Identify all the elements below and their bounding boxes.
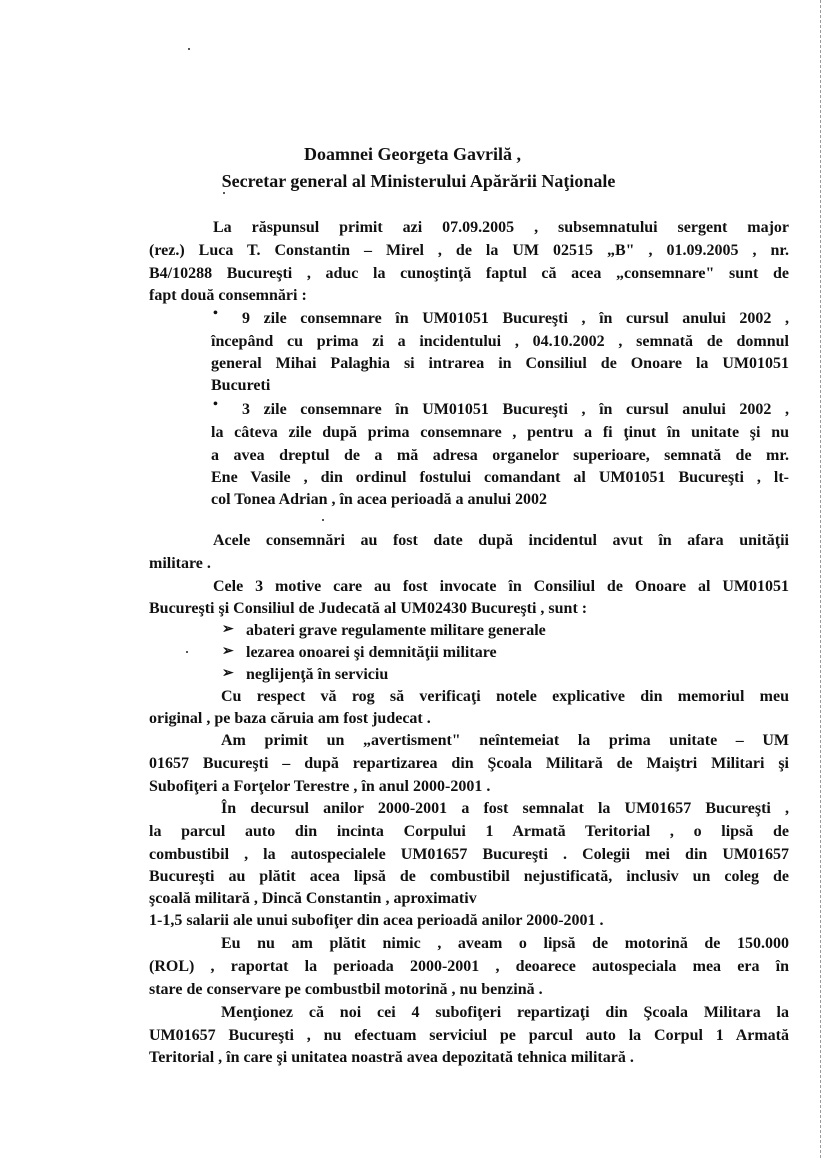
paragraph3-line: Cele 3 motive care au fost invocate în Consiliul de Onoare al UM01051	[213, 578, 789, 595]
bullet2-line: col Tonea Adrian , în acea perioadă a anului 2002	[211, 491, 548, 508]
bullet1-line: general Mihai Palaghia si intrarea in Consiliul de Onoare la UM01051	[211, 355, 789, 372]
bullet2-line: Ene Vasile , din ordinul fostului comandant al UM01051 Bucureşti , lt-	[211, 469, 789, 486]
paragraph7-line: Eu nu am plătit nimic , aveam o lipsă de motorină de 150.000	[221, 935, 789, 952]
recipient-title: Secretar general al Ministerului Apărării Naţionale	[221, 171, 616, 191]
paragraph5-line: Am primit un „avertisment" neîntemeiat la prima unitate – UM	[221, 732, 789, 749]
paragraph8-line: Teritorial , în care şi unitatea noastră avea depozitată tehnica militară .	[149, 1049, 634, 1066]
scan-speck	[186, 651, 188, 653]
paragraph1-line: (rez.) Luca T. Constantin – Mirel , de la UM 02515 „B" , 01.09.2005 , nr.	[149, 242, 789, 259]
bullet-dot: •	[213, 397, 218, 412]
paragraph6-line: În decursul anilor 2000-2001 a fost semnalat la UM01657 Bucureşti ,	[221, 800, 789, 817]
reason-item: abateri grave regulamente militare generale	[246, 622, 546, 639]
paragraph5-line: 01657 Bucureşti – după repartizarea din Şcoala Militară de Maiştri Militari şi	[149, 755, 789, 772]
bullet2-line: la câteva zile după prima consemnare , pentru a fi ţinut în unitate şi nu	[211, 424, 789, 441]
arrow-bullet-icon: ➢	[222, 666, 234, 681]
recipient-name: Doamnei Georgeta Gavrilă ,	[304, 144, 521, 164]
bullet1-line: 9 zile consemnare în UM01051 Bucureşti , în cursul anului 2002 ,	[242, 310, 789, 327]
scan-speck	[188, 48, 190, 50]
paragraph5-line: Subofiţeri a Forţelor Terestre , în anul 2000-2001 .	[149, 778, 491, 795]
paragraph6-line: şcoală militară , Dincă Constantin , aproximativ	[149, 890, 477, 907]
arrow-bullet-icon: ➢	[222, 644, 234, 659]
paragraph1-line: fapt două consemnări :	[149, 287, 307, 304]
paragraph8-line: Menţionez că noi cei 4 subofiţeri repartizaţi din Şcoala Militara la	[221, 1004, 789, 1021]
paragraph1-line: B4/10288 Bucureşti , aduc la cunoştinţă faptul că acea „consemnare" sunt de	[149, 265, 789, 282]
arrow-bullet-icon: ➢	[222, 622, 234, 637]
scan-speck	[223, 192, 225, 194]
paragraph6-line: combustibil , la autospecialele UM01657 Bucureşti . Colegii mei din UM01657	[149, 846, 789, 863]
paragraph2-line: militare .	[149, 555, 211, 572]
bullet1-line: Bucureti	[211, 377, 271, 394]
scan-speck	[322, 519, 324, 521]
paragraph6-line: 1-1,5 salarii ale unui subofiţer din acea perioadă anilor 2000-2001 .	[149, 912, 604, 929]
paragraph2-line: Acele consemnări au fost date după incidentul avut în afara unităţii	[213, 532, 789, 549]
bullet2-line: 3 zile consemnare în UM01051 Bucureşti , în cursul anului 2002 ,	[242, 401, 789, 418]
paragraph3-line: Bucureşti şi Consiliul de Judecată al UM02430 Bucureşti , sunt :	[149, 600, 588, 617]
reason-item: neglijenţă în serviciu	[246, 666, 389, 683]
bullet-dot: •	[213, 306, 218, 321]
paragraph4-line: original , pe baza căruia am fost judecat .	[149, 710, 431, 727]
paragraph1-line: La răspunsul primit azi 07.09.2005 , subsemnatului sergent major	[213, 219, 789, 236]
paragraph8-line: UM01657 Bucureşti , nu efectuam serviciul pe parcul auto la Corpul 1 Armată	[149, 1027, 789, 1044]
paragraph6-line: Bucureşti au plătit acea lipsă de combustibil nejustificată, inclusiv un coleg de	[149, 868, 789, 885]
reason-item: lezarea onoarei şi demnităţii militare	[246, 644, 497, 661]
paragraph7-line: stare de conservare pe combustbil motorină , nu benzină .	[149, 981, 543, 998]
paragraph6-line: la parcul auto din incinta Corpului 1 Armată Teritorial , o lipsă de	[149, 823, 789, 840]
bullet2-line: a avea dreptul de a mă adresa organelor superioare, semnată de mr.	[211, 447, 789, 464]
bullet1-line: începând cu prima zi a incidentului , 04.10.2002 , semnată de domnul	[211, 333, 789, 350]
paragraph4-line: Cu respect vă rog să verificaţi notele explicative din memoriul meu	[221, 688, 789, 705]
paragraph7-line: (ROL) , raportat la perioada 2000-2001 , deoarece autospeciala mea era în	[149, 958, 789, 975]
